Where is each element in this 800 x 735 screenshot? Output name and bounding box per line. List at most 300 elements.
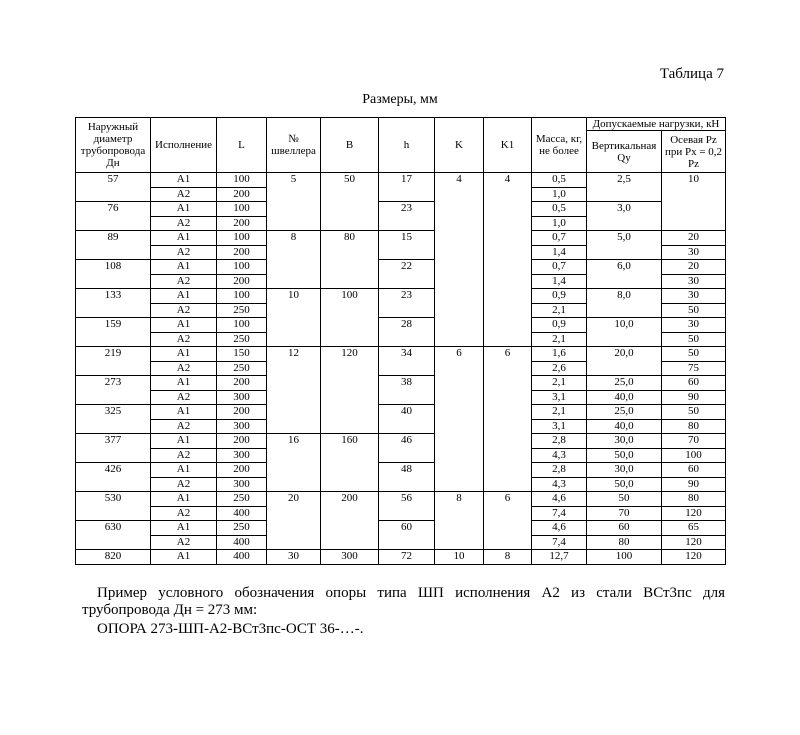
cell-channel: 30 — [267, 550, 321, 565]
cell-version: А2 — [151, 448, 217, 463]
cell-vertical: 30,0 — [587, 434, 662, 449]
cell-diameter: 325 — [76, 405, 151, 420]
cell-L: 100 — [217, 260, 267, 275]
header-mass: Масса, кг, не более — [532, 118, 587, 173]
cell-h: 48 — [379, 463, 435, 478]
cell-axial: 80 — [662, 419, 726, 434]
cell-K1 — [484, 390, 532, 405]
cell-diameter — [76, 216, 151, 231]
table-row — [76, 202, 726, 217]
cell-K: 10 — [435, 550, 484, 565]
cell-L: 150 — [217, 347, 267, 362]
cell-h: 72 — [379, 550, 435, 565]
cell-channel — [267, 506, 321, 521]
cell-channel — [267, 274, 321, 289]
cell-diameter: 377 — [76, 434, 151, 449]
cell-K — [435, 521, 484, 536]
table-row — [76, 231, 726, 246]
cell-L: 400 — [217, 550, 267, 565]
cell-axial: 100 — [662, 448, 726, 463]
cell-axial: 30 — [662, 245, 726, 260]
cell-K — [435, 318, 484, 333]
cell-B — [321, 318, 379, 333]
cell-L: 200 — [217, 376, 267, 391]
table-row — [76, 535, 726, 550]
cell-h — [379, 187, 435, 202]
cell-axial: 30 — [662, 274, 726, 289]
cell-h — [379, 535, 435, 550]
cell-mass: 3,1 — [532, 419, 587, 434]
table-row — [76, 390, 726, 405]
cell-h — [379, 361, 435, 376]
table-row — [76, 245, 726, 260]
cell-version: А2 — [151, 506, 217, 521]
cell-mass: 4,6 — [532, 492, 587, 507]
cell-vertical: 3,0 — [587, 202, 662, 217]
cell-K — [435, 361, 484, 376]
cell-diameter — [76, 506, 151, 521]
cell-B — [321, 245, 379, 260]
header-axial: Осевая Pz при Px = 0,2 Pz — [662, 131, 726, 173]
dimensions-table — [75, 117, 726, 565]
cell-K — [435, 405, 484, 420]
cell-axial: 70 — [662, 434, 726, 449]
cell-K — [435, 245, 484, 260]
cell-mass: 7,4 — [532, 535, 587, 550]
cell-diameter — [76, 448, 151, 463]
cell-K1 — [484, 376, 532, 391]
cell-channel — [267, 448, 321, 463]
cell-h: 40 — [379, 405, 435, 420]
cell-L: 100 — [217, 173, 267, 188]
cell-diameter — [76, 477, 151, 492]
cell-K1 — [484, 289, 532, 304]
cell-h — [379, 477, 435, 492]
cell-K1 — [484, 463, 532, 478]
cell-channel — [267, 260, 321, 275]
header-vertical: Вертикальная Qу — [587, 131, 662, 173]
cell-h — [379, 274, 435, 289]
cell-h — [379, 419, 435, 434]
cell-h: 23 — [379, 289, 435, 304]
header-B: B — [321, 118, 379, 173]
cell-K — [435, 274, 484, 289]
cell-channel: 10 — [267, 289, 321, 304]
cell-channel — [267, 216, 321, 231]
cell-L: 200 — [217, 245, 267, 260]
cell-axial: 120 — [662, 550, 726, 565]
cell-version: А2 — [151, 187, 217, 202]
cell-diameter — [76, 274, 151, 289]
table-row — [76, 274, 726, 289]
header-K1: K1 — [484, 118, 532, 173]
cell-K1 — [484, 303, 532, 318]
cell-h — [379, 390, 435, 405]
cell-K1 — [484, 535, 532, 550]
cell-h: 28 — [379, 318, 435, 333]
table-row — [76, 376, 726, 391]
table-row — [76, 506, 726, 521]
cell-L: 100 — [217, 231, 267, 246]
cell-mass: 0,5 — [532, 202, 587, 217]
cell-h: 22 — [379, 260, 435, 275]
cell-diameter: 108 — [76, 260, 151, 275]
cell-L: 250 — [217, 303, 267, 318]
cell-K1 — [484, 361, 532, 376]
cell-axial: 30 — [662, 318, 726, 333]
cell-K1: 6 — [484, 347, 532, 362]
cell-h: 38 — [379, 376, 435, 391]
cell-version: А2 — [151, 361, 217, 376]
cell-diameter: 630 — [76, 521, 151, 536]
cell-diameter: 89 — [76, 231, 151, 246]
cell-channel — [267, 463, 321, 478]
cell-axial: 20 — [662, 260, 726, 275]
cell-B: 300 — [321, 550, 379, 565]
cell-L: 400 — [217, 506, 267, 521]
cell-mass: 0,7 — [532, 231, 587, 246]
cell-mass: 1,0 — [532, 216, 587, 231]
cell-K1 — [484, 405, 532, 420]
cell-B — [321, 463, 379, 478]
cell-K: 4 — [435, 173, 484, 188]
cell-K1 — [484, 187, 532, 202]
cell-mass: 0,9 — [532, 318, 587, 333]
table-row — [76, 492, 726, 507]
cell-B — [321, 419, 379, 434]
cell-B — [321, 448, 379, 463]
cell-L: 250 — [217, 332, 267, 347]
cell-diameter: 76 — [76, 202, 151, 217]
cell-K1: 4 — [484, 173, 532, 188]
cell-L: 250 — [217, 361, 267, 376]
cell-L: 200 — [217, 463, 267, 478]
cell-version: А2 — [151, 535, 217, 550]
cell-K — [435, 260, 484, 275]
cell-vertical: 60 — [587, 521, 662, 536]
cell-B — [321, 535, 379, 550]
cell-vertical — [587, 303, 662, 318]
header-h: h — [379, 118, 435, 173]
cell-B: 120 — [321, 347, 379, 362]
cell-vertical — [587, 216, 662, 231]
cell-channel — [267, 390, 321, 405]
cell-channel — [267, 303, 321, 318]
cell-channel: 8 — [267, 231, 321, 246]
table-row — [76, 521, 726, 536]
cell-B — [321, 405, 379, 420]
cell-axial: 10 — [662, 173, 726, 188]
cell-diameter: 820 — [76, 550, 151, 565]
cell-axial: 30 — [662, 289, 726, 304]
cell-K — [435, 506, 484, 521]
cell-vertical: 25,0 — [587, 376, 662, 391]
cell-K — [435, 289, 484, 304]
cell-axial: 50 — [662, 303, 726, 318]
cell-mass: 2,6 — [532, 361, 587, 376]
cell-mass: 2,1 — [532, 405, 587, 420]
cell-K — [435, 477, 484, 492]
cell-diameter: 133 — [76, 289, 151, 304]
table-caption: Размеры, мм — [362, 92, 438, 107]
cell-channel: 20 — [267, 492, 321, 507]
cell-L: 200 — [217, 187, 267, 202]
cell-B: 80 — [321, 231, 379, 246]
cell-diameter: 219 — [76, 347, 151, 362]
cell-version: А2 — [151, 332, 217, 347]
table-row — [76, 303, 726, 318]
cell-diameter: 273 — [76, 376, 151, 391]
table-row — [76, 289, 726, 304]
cell-K — [435, 434, 484, 449]
cell-axial — [662, 187, 726, 202]
cell-vertical: 20,0 — [587, 347, 662, 362]
cell-vertical — [587, 187, 662, 202]
cell-K: 8 — [435, 492, 484, 507]
cell-B — [321, 477, 379, 492]
cell-channel — [267, 361, 321, 376]
header-loads: Допускаемые нагрузки, кН — [587, 118, 726, 131]
cell-K — [435, 187, 484, 202]
cell-mass: 2,1 — [532, 332, 587, 347]
cell-L: 300 — [217, 390, 267, 405]
cell-channel — [267, 376, 321, 391]
cell-version: А1 — [151, 202, 217, 217]
cell-mass: 2,1 — [532, 303, 587, 318]
cell-version: А1 — [151, 492, 217, 507]
cell-axial: 60 — [662, 376, 726, 391]
table-row — [76, 216, 726, 231]
cell-axial: 120 — [662, 535, 726, 550]
cell-channel — [267, 419, 321, 434]
cell-axial: 90 — [662, 390, 726, 405]
cell-axial: 80 — [662, 492, 726, 507]
cell-diameter — [76, 361, 151, 376]
cell-h — [379, 332, 435, 347]
table-row — [76, 187, 726, 202]
cell-mass: 0,7 — [532, 260, 587, 275]
cell-K1 — [484, 332, 532, 347]
cell-h: 23 — [379, 202, 435, 217]
cell-diameter — [76, 187, 151, 202]
table-body — [76, 173, 726, 565]
cell-version: А1 — [151, 260, 217, 275]
cell-K — [435, 231, 484, 246]
cell-B — [321, 303, 379, 318]
cell-diameter — [76, 419, 151, 434]
cell-h: 46 — [379, 434, 435, 449]
cell-B: 160 — [321, 434, 379, 449]
cell-mass: 2,8 — [532, 434, 587, 449]
cell-mass: 4,6 — [532, 521, 587, 536]
cell-L: 300 — [217, 477, 267, 492]
cell-channel — [267, 521, 321, 536]
cell-B — [321, 260, 379, 275]
table-row — [76, 318, 726, 333]
cell-diameter — [76, 303, 151, 318]
table-row — [76, 405, 726, 420]
cell-vertical: 40,0 — [587, 419, 662, 434]
cell-vertical: 40,0 — [587, 390, 662, 405]
cell-K — [435, 448, 484, 463]
cell-K1 — [484, 506, 532, 521]
cell-K — [435, 376, 484, 391]
cell-B — [321, 506, 379, 521]
cell-diameter — [76, 390, 151, 405]
cell-axial: 50 — [662, 332, 726, 347]
cell-version: А1 — [151, 231, 217, 246]
cell-channel: 12 — [267, 347, 321, 362]
cell-channel — [267, 318, 321, 333]
cell-mass: 12,7 — [532, 550, 587, 565]
cell-B — [321, 390, 379, 405]
cell-mass: 0,9 — [532, 289, 587, 304]
cell-vertical: 30,0 — [587, 463, 662, 478]
cell-axial: 60 — [662, 463, 726, 478]
cell-version: А1 — [151, 463, 217, 478]
table-row — [76, 477, 726, 492]
table-row — [76, 448, 726, 463]
cell-K1 — [484, 260, 532, 275]
cell-version: А2 — [151, 477, 217, 492]
cell-L: 200 — [217, 434, 267, 449]
cell-B — [321, 202, 379, 217]
cell-version: А2 — [151, 245, 217, 260]
cell-mass: 7,4 — [532, 506, 587, 521]
table-label: Таблица 7 — [659, 66, 724, 82]
header-K: K — [435, 118, 484, 173]
cell-L: 250 — [217, 521, 267, 536]
cell-h — [379, 506, 435, 521]
header-version: Исполнение — [151, 118, 217, 173]
cell-diameter — [76, 332, 151, 347]
example-designation: ОПОРА 273-ШП-А2-ВСт3пс-ОСТ 36-…-. — [97, 621, 364, 637]
cell-version: А2 — [151, 390, 217, 405]
cell-diameter: 57 — [76, 173, 151, 188]
cell-version: А1 — [151, 405, 217, 420]
cell-B: 100 — [321, 289, 379, 304]
cell-channel — [267, 187, 321, 202]
table-row — [76, 361, 726, 376]
cell-vertical: 2,5 — [587, 173, 662, 188]
cell-diameter: 159 — [76, 318, 151, 333]
cell-L: 200 — [217, 216, 267, 231]
cell-diameter — [76, 245, 151, 260]
cell-channel — [267, 405, 321, 420]
cell-mass: 1,0 — [532, 187, 587, 202]
cell-mass: 1,4 — [532, 245, 587, 260]
cell-L: 100 — [217, 318, 267, 333]
cell-version: А1 — [151, 434, 217, 449]
header-diameter: Наружный диаметр трубопровода Дн — [76, 118, 151, 173]
cell-h: 15 — [379, 231, 435, 246]
cell-K1 — [484, 419, 532, 434]
cell-vertical: 5,0 — [587, 231, 662, 246]
header-channel: № швеллера — [267, 118, 321, 173]
cell-B — [321, 216, 379, 231]
cell-K1 — [484, 245, 532, 260]
header-L: L — [217, 118, 267, 173]
cell-K1 — [484, 318, 532, 333]
cell-K1 — [484, 448, 532, 463]
cell-vertical — [587, 332, 662, 347]
cell-h: 56 — [379, 492, 435, 507]
cell-axial: 75 — [662, 361, 726, 376]
cell-K1: 8 — [484, 550, 532, 565]
cell-vertical — [587, 274, 662, 289]
cell-axial: 50 — [662, 405, 726, 420]
cell-version: А1 — [151, 173, 217, 188]
cell-h: 60 — [379, 521, 435, 536]
cell-axial: 120 — [662, 506, 726, 521]
cell-h — [379, 245, 435, 260]
cell-K1 — [484, 231, 532, 246]
table-row — [76, 419, 726, 434]
cell-h: 17 — [379, 173, 435, 188]
table-row — [76, 260, 726, 275]
table-row — [76, 173, 726, 188]
cell-mass: 4,3 — [532, 448, 587, 463]
cell-version: А1 — [151, 318, 217, 333]
cell-channel — [267, 332, 321, 347]
cell-mass: 2,1 — [532, 376, 587, 391]
cell-vertical: 100 — [587, 550, 662, 565]
cell-version: А1 — [151, 521, 217, 536]
cell-K1 — [484, 521, 532, 536]
cell-mass: 0,5 — [532, 173, 587, 188]
cell-channel — [267, 535, 321, 550]
cell-diameter: 426 — [76, 463, 151, 478]
cell-mass: 2,8 — [532, 463, 587, 478]
cell-K — [435, 332, 484, 347]
cell-vertical: 70 — [587, 506, 662, 521]
cell-K1 — [484, 274, 532, 289]
cell-K1 — [484, 434, 532, 449]
cell-L: 400 — [217, 535, 267, 550]
cell-h — [379, 303, 435, 318]
cell-channel — [267, 477, 321, 492]
cell-vertical — [587, 361, 662, 376]
cell-version: А1 — [151, 550, 217, 565]
cell-channel — [267, 245, 321, 260]
cell-L: 200 — [217, 274, 267, 289]
cell-vertical: 25,0 — [587, 405, 662, 420]
cell-L: 100 — [217, 289, 267, 304]
cell-axial: 90 — [662, 477, 726, 492]
cell-channel: 16 — [267, 434, 321, 449]
cell-vertical — [587, 245, 662, 260]
cell-L: 250 — [217, 492, 267, 507]
cell-channel — [267, 202, 321, 217]
cell-version: А1 — [151, 376, 217, 391]
cell-K1 — [484, 477, 532, 492]
table-row — [76, 332, 726, 347]
cell-version: А1 — [151, 347, 217, 362]
cell-L: 100 — [217, 202, 267, 217]
table-row — [76, 550, 726, 565]
cell-diameter — [76, 535, 151, 550]
cell-B — [321, 274, 379, 289]
cell-axial — [662, 216, 726, 231]
cell-K1 — [484, 202, 532, 217]
cell-version: А2 — [151, 419, 217, 434]
cell-L: 300 — [217, 448, 267, 463]
cell-K: 6 — [435, 347, 484, 362]
cell-mass: 1,6 — [532, 347, 587, 362]
cell-h — [379, 216, 435, 231]
cell-vertical: 80 — [587, 535, 662, 550]
cell-B: 200 — [321, 492, 379, 507]
